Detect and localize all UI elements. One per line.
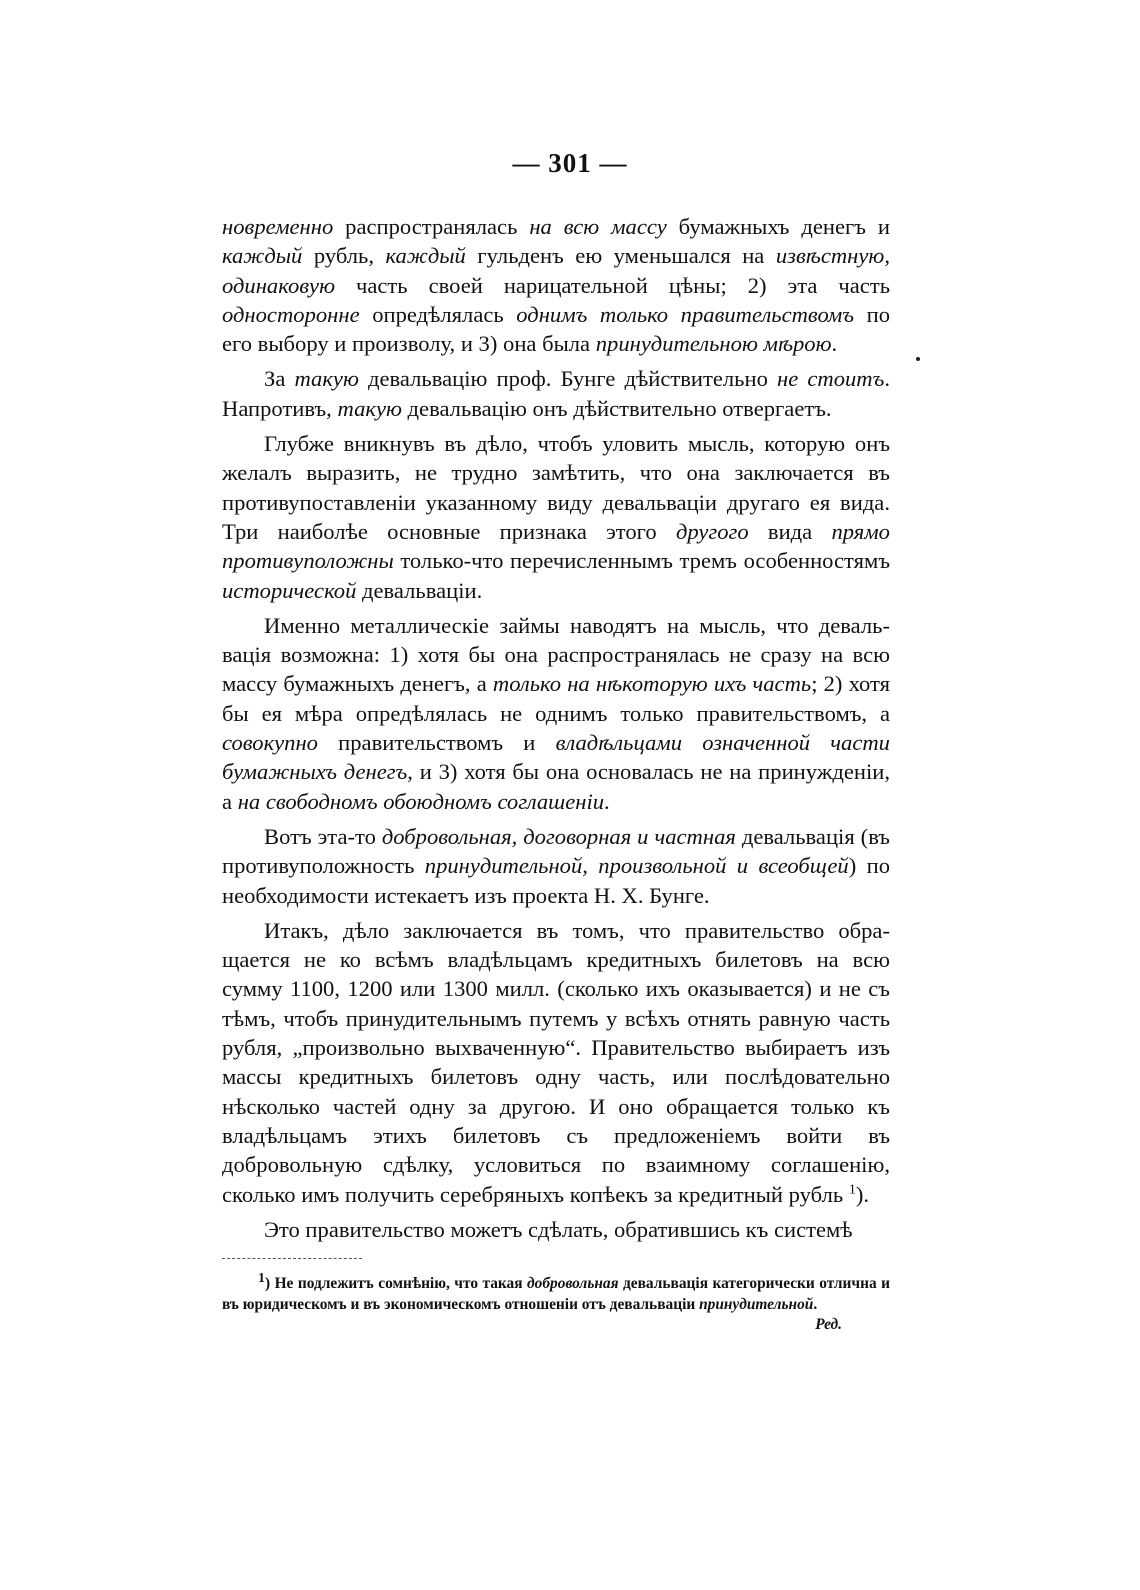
emphasis-text: прямо противуположны bbox=[222, 518, 890, 574]
footnote-marker: 1 bbox=[258, 1270, 265, 1286]
text-run: . bbox=[831, 331, 838, 357]
emphasis-text: добровольная, договорная и частная bbox=[381, 823, 736, 849]
text-run: гульденъ ею уменьшался на bbox=[465, 243, 776, 269]
text-run: , и 3) хотя бы она основалась не на принужденіи, а bbox=[222, 759, 890, 814]
print-speck bbox=[916, 357, 920, 361]
emphasis-text: новременно bbox=[222, 214, 334, 239]
text-run: по его выбору и произволу, и 3) она была bbox=[222, 301, 890, 357]
text-run: рубль, bbox=[302, 243, 386, 269]
paragraph bbox=[222, 212, 890, 358]
text-run: . Напротивъ, bbox=[222, 366, 890, 421]
text-run: Именно металлическіе займы наводятъ на мысль, что девальвація возможна: 1) хотя бы она распространялась не сразу на всю массу бумажныхъ денегъ, а bbox=[222, 612, 890, 697]
text-run: ). bbox=[855, 1181, 869, 1207]
paragraph bbox=[222, 1215, 890, 1244]
emphasis-text: односторонне bbox=[222, 301, 360, 327]
footnote-text bbox=[222, 1270, 891, 1333]
emphasis-text: совокупно bbox=[222, 730, 318, 756]
emphasis-text: однимъ только правительствомъ bbox=[516, 301, 855, 327]
text-run: . bbox=[604, 788, 610, 814]
emphasis-text: принудительною мѣрою bbox=[595, 331, 832, 357]
paragraph bbox=[222, 429, 890, 605]
emphasis-text: другого bbox=[675, 518, 749, 544]
text-run: Это правительство можетъ сдѣлать, обратившись къ системѣ bbox=[264, 1216, 853, 1242]
text-run: ) по необходимости истекаетъ изъ проекта Н. Х. Бунге. bbox=[222, 853, 890, 908]
emphasis-text: на всю массу bbox=[529, 214, 667, 239]
emphasis-text: принудительной, произвольной и всеобщей bbox=[424, 853, 849, 879]
emphasis-text: такую bbox=[337, 395, 402, 421]
text-run: вида bbox=[748, 518, 832, 544]
footnote-divider bbox=[222, 1258, 362, 1259]
text-run: За bbox=[264, 366, 295, 392]
emphasis-text: на свободномъ обоюдномъ соглашеніи bbox=[237, 788, 605, 814]
text-run: . bbox=[813, 1295, 818, 1313]
emphasis-text: каждый bbox=[385, 243, 466, 269]
main-text bbox=[222, 212, 890, 1244]
text-run: девальвація категорически отлична и въ юридическомъ и въ экономическомъ отношеніи отъ девальваціи bbox=[222, 1275, 891, 1313]
emphasis-text: исторической bbox=[222, 577, 357, 603]
text-run: часть своей нарицательной цѣны; 2) эта часть bbox=[335, 272, 890, 298]
emphasis-text: не стоитъ bbox=[777, 366, 885, 392]
emphasis-text: добровольная bbox=[527, 1275, 619, 1292]
text-run: ) Не подлежитъ сомнѣнію, что такая bbox=[265, 1275, 528, 1292]
text-run: Вотъ эта-то bbox=[264, 823, 382, 849]
page-number: — 301 — bbox=[512, 148, 628, 178]
emphasis-text: извѣстную, одинаковую bbox=[222, 243, 890, 298]
footnote-marker: 1 bbox=[848, 1181, 856, 1197]
emphasis-text: только на нѣкоторую ихъ часть bbox=[492, 671, 812, 697]
paragraph bbox=[222, 611, 890, 816]
text-run: девальвацію проф. Бунге дѣйствительно bbox=[358, 366, 777, 392]
text-run: правительствомъ и bbox=[317, 730, 556, 756]
text-run: Итакъ, дѣло заключается въ томъ, что правительство обращается не ко всѣмъ владѣльцамъ кредитныхъ билетовъ на всю сумму 1100, 1200 или 1300 милл. (сколько ихъ оказывается) и не съ тѣмъ, чтобъ принудительнымъ путемъ у всѣхъ отнять равную часть рубля, „произвольно выхваченную“. Правительство выбираетъ изъ массы кредитныхъ билетовъ одну часть, или послѣдовательно нѣсколько частей одну за другою. И оно обращается только къ владѣльцамъ этихъ билетовъ съ предложеніемъ войти въ добровольную сдѣлку, условиться по взаимному соглашенію, сколько имъ получить серебряныхъ копѣекъ за кредитный рубль bbox=[222, 917, 890, 1207]
text-run: девальвація (въ противуположность bbox=[222, 823, 890, 879]
editor-signature: Ред. bbox=[815, 1316, 842, 1333]
paragraph bbox=[222, 822, 890, 910]
paragraph bbox=[222, 364, 890, 423]
paragraph bbox=[222, 916, 890, 1209]
emphasis-text: принудительной bbox=[699, 1295, 814, 1313]
text-run: Глубже вникнувъ въ дѣло, чтобъ уловить мысль, которую онъ желалъ выразить, не трудно замѣтить, что она заключается въ противупоставленіи указанному виду девальваціи другаго ея вида. Три наиболѣе основные признака этого bbox=[222, 431, 890, 544]
footnote bbox=[222, 1270, 891, 1336]
text-run: распространялась bbox=[333, 214, 530, 239]
text-run: только-что перечисленнымъ тремъ особенностямъ bbox=[393, 548, 890, 574]
text-run: ; 2) хотя бы ея мѣра опредѣлялась не однимъ только правительствомъ, а bbox=[222, 671, 890, 726]
emphasis-text: каждый bbox=[222, 243, 303, 269]
text-run: бумажныхъ денегъ и bbox=[666, 214, 890, 239]
text-run: опредѣлялась bbox=[359, 301, 517, 327]
text-run: девальвацію онъ дѣйствительно отвергаетъ. bbox=[401, 395, 832, 421]
emphasis-text: такую bbox=[294, 366, 359, 392]
text-run: девальваціи. bbox=[356, 577, 483, 603]
emphasis-text: владѣльцами означенной части бумажныхъ денегъ bbox=[222, 730, 890, 785]
